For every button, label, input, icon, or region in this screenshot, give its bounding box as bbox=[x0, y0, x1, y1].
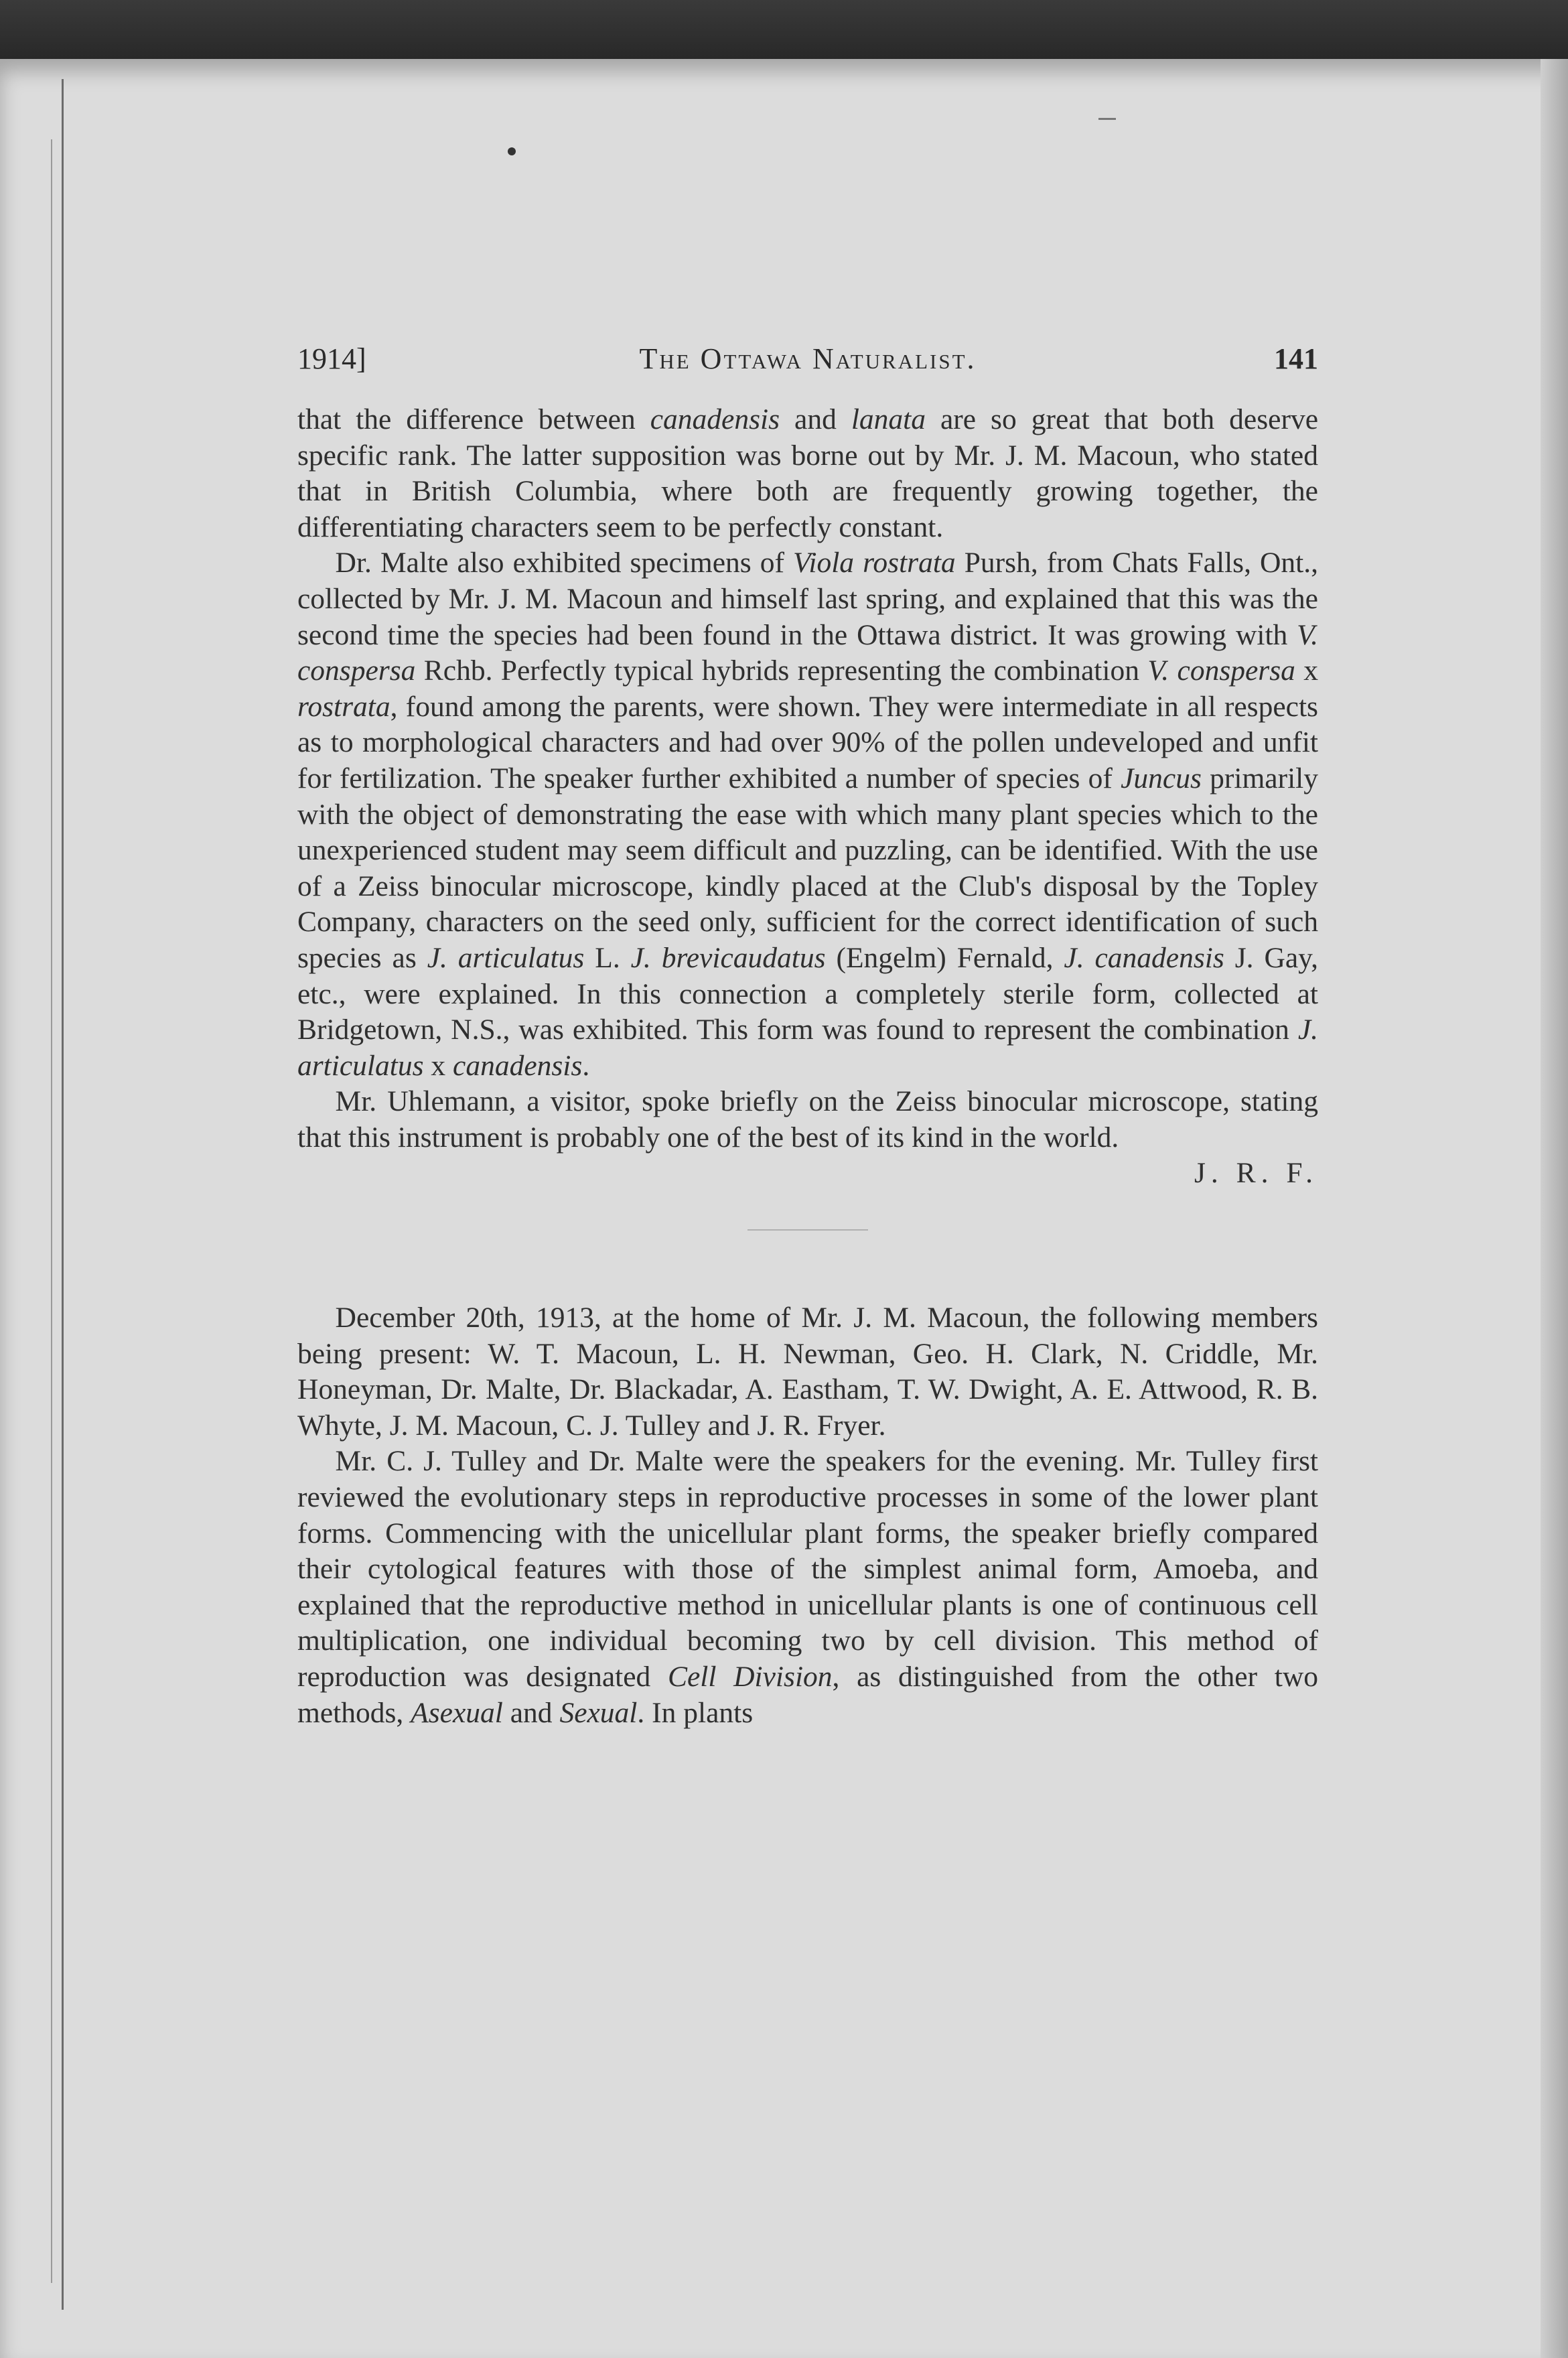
journal-title: The Ottawa Naturalist. bbox=[639, 342, 977, 375]
header-year: 1914] bbox=[297, 342, 366, 375]
text-run: , as distinguished from the other two methods, bbox=[297, 1661, 1319, 1729]
text-run: , found among the parents, were shown. They were intermediate in all respects as to morphological characters and had over 90% of the pollen undeveloped and unfit for fertilization. The speaker further exhibited a number of species of bbox=[297, 690, 1318, 794]
text-run: are so great that both deserve specific rank. The latter supposition was borne out by Mr. J. M. Macoun, who stated that in British Columbia, where both are frequently growing together, the differentiating characters seem to be perfectly constant. bbox=[297, 403, 1318, 543]
text-run: Dr. Malte also exhibited specimens of bbox=[335, 547, 794, 579]
text-run: (Engelm) Fernald, bbox=[825, 941, 1064, 974]
italic-text: rostrata bbox=[297, 690, 390, 723]
italic-text: J. canadensis bbox=[1064, 941, 1224, 974]
running-header bbox=[297, 342, 1318, 389]
scan-mark bbox=[1098, 118, 1116, 120]
binding-edge bbox=[62, 79, 64, 2310]
italic-text: V. conspersa bbox=[297, 618, 1318, 687]
section-divider bbox=[747, 1229, 868, 1231]
binding-shadow bbox=[51, 139, 52, 2283]
paragraph bbox=[297, 1444, 1318, 1731]
text-run: December 20th, 1913, at the home of Mr. J. M. Macoun, the following members being present: W. T. Macoun, L. H. Newman, Geo. H. Clark, N. Criddle, Mr. Honeyman, Dr. Malte, Dr. Blackadar, A. Eastham, T. W. Dwight, A. E. Attwood, R. B. Whyte, J. M. Macoun, C. J. Tulley and J. R. Fryer. bbox=[297, 1302, 1318, 1442]
scan-background bbox=[0, 0, 1568, 67]
ink-speck bbox=[508, 147, 516, 155]
text-run: Pursh, from Chats Falls, Ont., collected by Mr. J. M. Macoun and himself last spring, and explained that this was the second time the species had been found in the Ottawa district. It was growing with bbox=[297, 547, 1318, 651]
italic-text: V. conspersa bbox=[1147, 654, 1295, 687]
italic-text: Viola rostrata bbox=[793, 547, 956, 579]
text-run: Rchb. Perfectly typical hybrids representing the combination bbox=[415, 654, 1148, 687]
italic-text: Sexual bbox=[559, 1696, 638, 1729]
text-run: Mr. Uhlemann, a visitor, spoke briefly on the Zeiss binocular microscope, stating that this instrument is probably one of the best of its kind in the world. bbox=[297, 1085, 1318, 1154]
text-run: J. Gay, etc., were explained. In this connection a completely sterile form, collected at Bridgetown, N.S., was exhibited. This form was found to represent the combination bbox=[297, 941, 1318, 1046]
paragraph bbox=[297, 402, 1318, 545]
text-run: and bbox=[780, 403, 851, 435]
italic-text: J. articulatus bbox=[427, 941, 585, 974]
italic-text: J. articulatus bbox=[297, 1014, 1318, 1082]
text-run: x bbox=[1295, 654, 1319, 687]
italic-text: J. brevicaudatus bbox=[630, 941, 826, 974]
text-run: and bbox=[502, 1696, 560, 1729]
italic-text: Cell Division bbox=[667, 1661, 833, 1693]
paragraph bbox=[297, 1300, 1318, 1444]
italic-text: Asexual bbox=[411, 1696, 503, 1729]
text-run: Mr. C. J. Tulley and Dr. Malte were the speakers for the evening. Mr. Tulley first reviewed the evolutionary steps in reproductive processes in some of the lower plant forms. Commencing with the unicellular plant forms, the speaker briefly compared their cytological features with those of the simplest animal form, Amoeba, and explained that the reproductive method in unicellular plants is one of continuous cell multiplication, one individual becoming two by cell division. This method of reproduction was designated bbox=[297, 1445, 1318, 1693]
page-edge bbox=[1541, 59, 1568, 2358]
italic-text: lanata bbox=[851, 403, 926, 435]
text-run: primarily with the object of demonstrating the ease with which many plant species which to the unexperienced student may seem difficult and puzzling, can be identified. With the use of a Zeiss binocular microscope, kindly placed at the Club's disposal by the Topley Company, characters on the seed only, sufficient for the correct identification of such species as bbox=[297, 762, 1318, 974]
author-initials: J. R. F. bbox=[1194, 1157, 1318, 1190]
text-run: x bbox=[423, 1049, 453, 1082]
page-number: 141 bbox=[1274, 342, 1318, 375]
paragraph bbox=[297, 1084, 1318, 1156]
text-run: L. bbox=[584, 941, 631, 974]
text-run: . In plants bbox=[637, 1696, 754, 1729]
page-body bbox=[297, 402, 1318, 1731]
italic-text: Juncus bbox=[1121, 762, 1202, 794]
text-run: that the difference between bbox=[297, 403, 650, 435]
paragraph bbox=[297, 545, 1318, 1084]
italic-text: canadensis bbox=[650, 403, 780, 435]
italic-text: canadensis bbox=[453, 1049, 583, 1082]
text-run: . bbox=[582, 1049, 590, 1082]
